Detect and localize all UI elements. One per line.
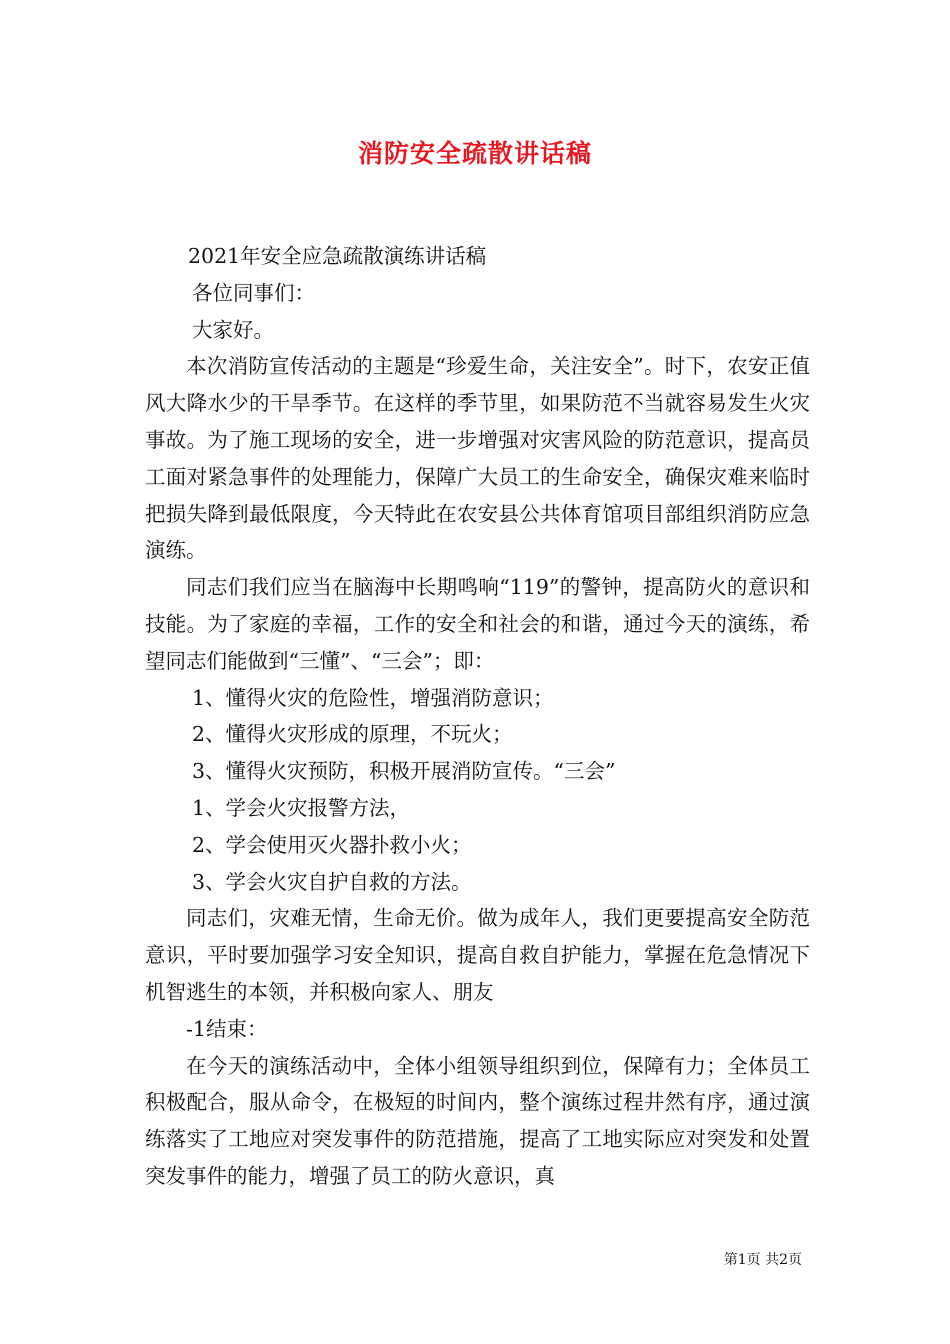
document-body [145, 238, 810, 1195]
section-end: -1结束： [186, 1016, 268, 1041]
list-item-understand-3: 3、懂得火灾预防，积极开展消防宣传。“三会” [192, 759, 616, 784]
speech-subtitle: 2021年安全应急疏散演练讲话稿 [188, 244, 487, 268]
list-item-learn-2: 2、学会使用灭火器扑救小火； [192, 832, 472, 857]
page-number: 第1页 共2页 [723, 1252, 802, 1268]
salutation: 各位同事们： [192, 280, 315, 305]
greeting: 大家好。 [192, 317, 274, 342]
document-title: 消防安全疏散讲话稿 [357, 139, 592, 168]
list-item-understand-2: 2、懂得火灾形成的原理，不玩火； [192, 722, 513, 747]
paragraph-119: 同志们我们应当在脑海中长期鸣响“119”的警钟，提高防火的意识和技能。为了家庭的幸福，工作的安全和社会的和谐，通过今天的演练，希望同志们能做到“三懂”、“三会”；即： [145, 575, 810, 673]
list-item-understand-1: 1、懂得火灾的危险性，增强消防意识； [192, 685, 554, 710]
list-item-learn-3: 3、学会火灾自护自救的方法。 [192, 869, 472, 894]
paragraph-theme: 本次消防宣传活动的主题是“珍爱生命，关注安全”。时下，农安正值风大降水少的干旱季节。在这样的季节里，如果防范不当就容易发生火灾事故。为了施工现场的安全，进一步增强对灾害风险的防范意识，提高员工面对紧急事件的处理能力，保障广大员工的生命安全，确保灾难来临时把损失降到最低限度，今天特此在农安县公共体育馆项目部组织消防应急演练。 [145, 354, 810, 563]
paragraph-summary: 在今天的演练活动中，全体小组领导组织到位，保障有力；全体员工积极配合，服从命令，在极短的时间内，整个演练过程井然有序，通过演练落实了工地应对突发事件的防范措施，提高了工地实际应对突发和处置突发事件的能力，增强了员工的防火意识，真 [145, 1053, 810, 1188]
list-item-learn-1: 1、学会火灾报警方法， [192, 795, 411, 820]
paragraph-safety: 同志们，灾难无情，生命无价。做为成年人，我们更要提高安全防范意识，平时要加强学习安全知识，提高自救自护能力，掌握在危急情况下机智逃生的本领，并积极向家人、朋友 [145, 906, 810, 1004]
